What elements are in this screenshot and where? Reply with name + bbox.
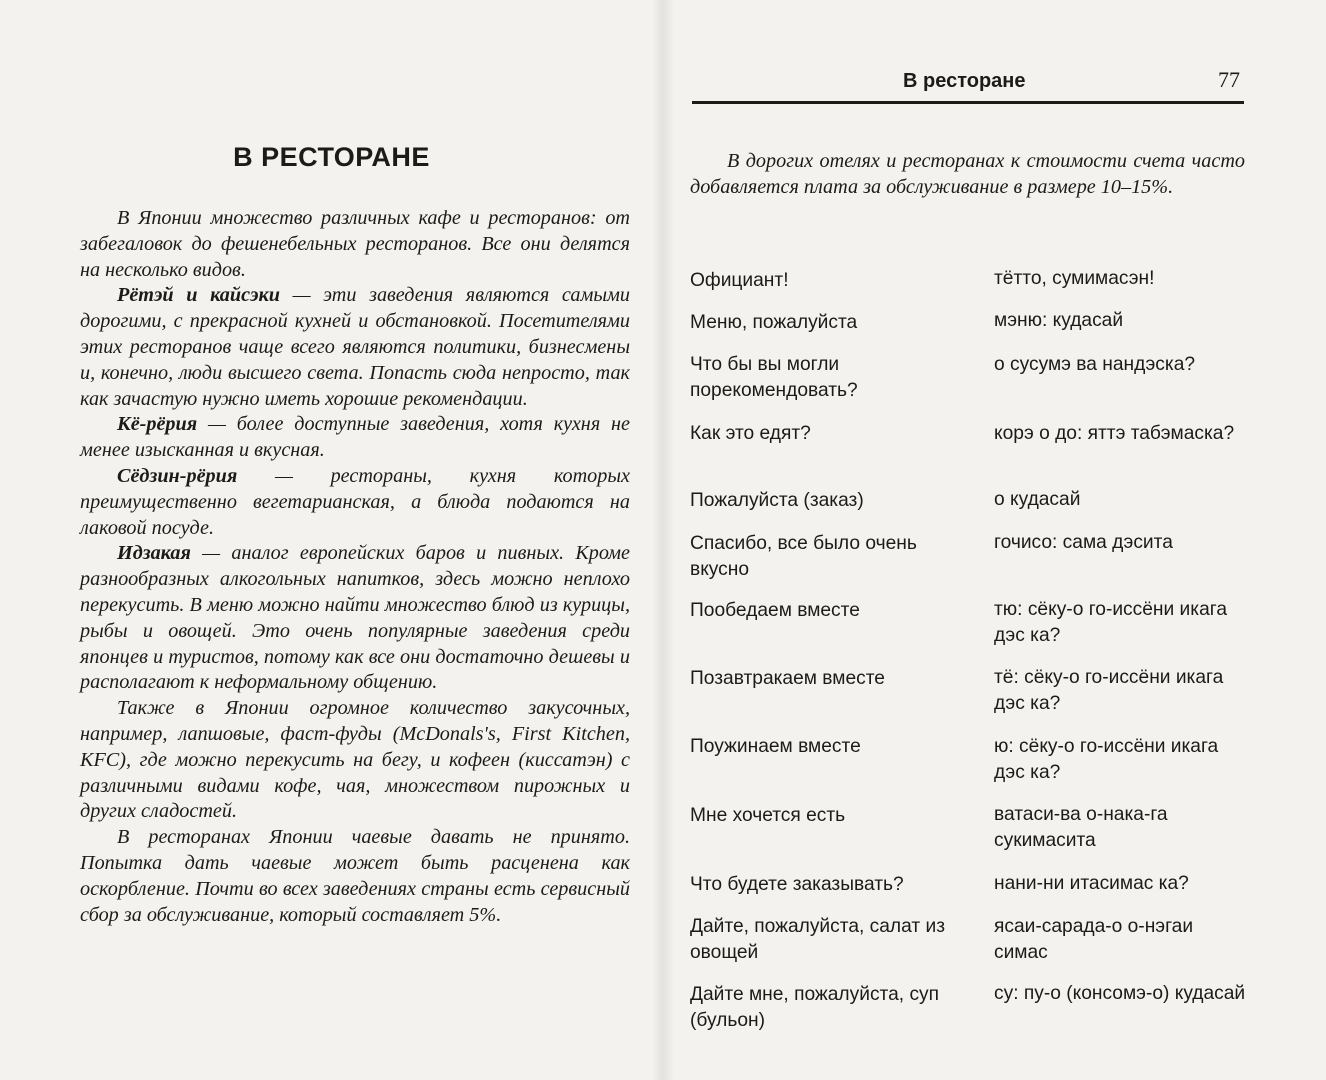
- phrase-jp: ю: сёку-о го-иссёни икага дэс ка?: [994, 736, 1219, 783]
- paragraph-1: В Японии множество различных кафе и ресторанов: от забегаловок до фешенебельных ресторанов. Все они делятся на несколько видов.: [80, 207, 630, 281]
- phrase-ru: Как это едят?: [690, 423, 811, 444]
- paragraph-3: Кё-рёрия — более доступные заведения, хотя кухня не менее изысканная и вкусная.: [80, 413, 630, 462]
- intro-paragraph: В дорогих отелях и ресторанах к стоимости счета часто добавляется плата за обслуживание в размере 10–15%.: [690, 150, 1245, 198]
- phrase-ru: Официант!: [690, 270, 789, 291]
- paragraph-6: Также в Японии огромное количество закусочных, например, лапшовые, фаст-фуды (McDonals's, First Kitchen, KFC), где можно перекусить на бегу, и кофеен (киссатэн) с различными видами кофе, чая, множеством пирожных и других сладостей.: [80, 697, 630, 823]
- phrase-jp: су: пу-о (консомэ-о) кудасай: [994, 983, 1246, 1004]
- running-head: В ресторане: [903, 70, 1026, 92]
- phrase-ru: Пообедаем вместе: [690, 600, 860, 621]
- paragraph-5: Идзакая — аналог европейских баров и пивных. Кроме разнообразных алкогольных напитков, здесь можно неплохо перекусить. В меню можно найти множество блюд из курицы, рыбы и овощей. Это очень популярные заведения среди японцев и туристов, потому как все они достаточно дешевы и располагают к неформальному общению.: [80, 542, 630, 694]
- phrase-jp: мэню: кудасай: [994, 310, 1124, 331]
- paragraph-7: В ресторанах Японии чаевые давать не принято. Попытка дать чаевые может быть расценена как оскорбление. Почти во всех заведениях страны есть сервисный сбор за обслуживание, который составляет 5%.: [80, 826, 630, 926]
- phrase-jp: тё: сёку-о го-иссёни икага дэс ка?: [994, 667, 1224, 714]
- phrase-jp: ватаси-ва о-нака-га сукимасита: [994, 804, 1168, 851]
- phrase-jp: нани-ни итасимас ка?: [994, 873, 1189, 894]
- phrase-ru: Пожалуйста (заказ): [690, 490, 864, 511]
- term-izakaya: Идзакая: [117, 542, 191, 565]
- page-number: 77: [1218, 67, 1240, 92]
- term-kyo-ryoriya: Кё-рёрия: [117, 413, 198, 436]
- chapter-title: В РЕСТОРАНЕ: [233, 142, 430, 172]
- phrase-jp: гочисо: сама дэсита: [994, 532, 1173, 553]
- phrase-ru: Спасибо, все было очень вкусно: [690, 533, 917, 580]
- phrase-jp: ясаи-сарада-о о-нэгаи симас: [994, 916, 1194, 963]
- left-body-text: [80, 206, 630, 928]
- phrase-ru: Меню, пожалуйста: [690, 312, 858, 333]
- term-shojin-ryoriya: Сёдзин-рёрия: [117, 464, 238, 487]
- phrase-ru: Что будете заказывать?: [690, 874, 904, 895]
- phrase-jp: о кудасай: [994, 489, 1081, 510]
- phrase-ru: Мне хочется есть: [690, 805, 846, 826]
- header-rule: [692, 101, 1244, 104]
- phrase-ru: Что бы вы могли порекомендовать?: [690, 354, 858, 401]
- phrase-ru: Поужинаем вместе: [690, 736, 861, 757]
- term-ryotei: Рётэй и кайсэки: [117, 284, 280, 307]
- phrase-jp: тётто, сумимасэн!: [994, 268, 1155, 289]
- phrase-ru: Дайте, пожалуйста, салат из овощей: [690, 916, 945, 963]
- phrase-ru: Позавтракаем вместе: [690, 668, 885, 689]
- paragraph-2: Рётэй и кайсэки — эти заведения являются самыми дорогими, с прекрасной кухней и обстановкой. Посетителями этих ресторанов чаще всего являются политики, бизнесмены и, конечно, люди высшего света. Попасть сюда непросто, так как зачастую нужно иметь хорошие рекомендации.: [80, 284, 630, 410]
- paragraph-4: Сёдзин-рёрия — рестораны, кухня которых преимущественно вегетарианская, а блюда подаются на лаковой посуде.: [80, 464, 630, 539]
- phrase-jp: корэ о до: яттэ табэмаска?: [994, 423, 1235, 444]
- phrase-jp: тю: сёку-о го-иссёни икага дэс ка?: [994, 599, 1228, 646]
- phrase-ru: Дайте мне, пожалуйста, суп (бульон): [690, 984, 940, 1031]
- phrase-jp: о сусумэ ва нандэска?: [994, 354, 1196, 375]
